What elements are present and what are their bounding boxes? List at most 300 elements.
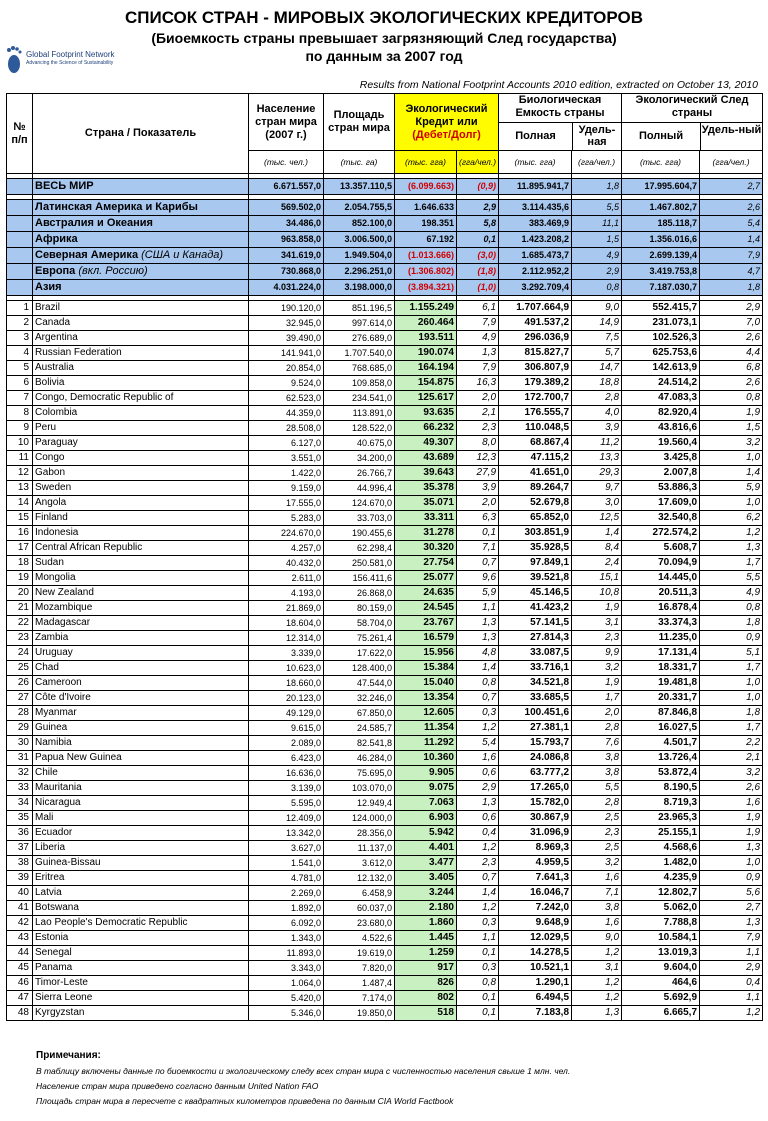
- country-biocapacity: 89.264,7: [499, 481, 572, 496]
- region-foot-per-capita: 4,7: [700, 264, 763, 280]
- country-credit: 4.401: [395, 841, 457, 856]
- region-foot-per-capita: 5,4: [700, 216, 763, 232]
- country-foot-per-capita: 6,2: [700, 511, 763, 526]
- country-credit-per-capita: 0,7: [457, 556, 499, 571]
- country-biocapacity: 24.086,8: [499, 751, 572, 766]
- footprint-icon: [4, 44, 24, 76]
- region-footprint: 7.187.030,7: [622, 280, 700, 296]
- country-row: [7, 721, 763, 736]
- country-row: [7, 466, 763, 481]
- country-name: New Zealand: [33, 586, 249, 601]
- country-credit: 33.311: [395, 511, 457, 526]
- country-row: [7, 886, 763, 901]
- country-bio-per-capita: 1,9: [572, 676, 622, 691]
- region-credit: (6.099.663): [395, 179, 457, 195]
- country-foot-per-capita: 0,8: [700, 391, 763, 406]
- country-footprint: 20.331,7: [622, 691, 700, 706]
- country-bio-per-capita: 9,0: [572, 301, 622, 316]
- country-credit-per-capita: 0,3: [457, 916, 499, 931]
- country-credit: 35.071: [395, 496, 457, 511]
- header-footprint: [622, 94, 763, 151]
- country-name: Lao People's Democratic Republic: [33, 916, 249, 931]
- header-bio-full: Полная: [499, 123, 573, 150]
- country-row: [7, 496, 763, 511]
- country-credit: 11.354: [395, 721, 457, 736]
- country-index: 22: [7, 616, 33, 631]
- region-index: [7, 200, 33, 216]
- header-debit-label: (Дебет/Долг): [412, 128, 481, 141]
- country-index: 17: [7, 541, 33, 556]
- country-footprint: 6.665,7: [622, 1006, 700, 1021]
- country-name: Sierra Leone: [33, 991, 249, 1006]
- country-bio-per-capita: 3,1: [572, 616, 622, 631]
- country-foot-per-capita: 1,3: [700, 541, 763, 556]
- country-credit-per-capita: 27,9: [457, 466, 499, 481]
- country-credit: 66.232: [395, 421, 457, 436]
- country-index: 34: [7, 796, 33, 811]
- country-bio-per-capita: 2,5: [572, 841, 622, 856]
- country-biocapacity: 45.146,5: [499, 586, 572, 601]
- country-credit-per-capita: 0,3: [457, 961, 499, 976]
- country-credit: 30.320: [395, 541, 457, 556]
- country-area: 47.544,0: [324, 676, 395, 691]
- country-credit: 1.860: [395, 916, 457, 931]
- country-biocapacity: 47.115,2: [499, 451, 572, 466]
- country-foot-per-capita: 2,1: [700, 751, 763, 766]
- region-name-text: Австралия и Океания: [35, 217, 153, 229]
- note-line: В таблицу включены данные по биоемкости и экологическому следу всех стран мира с численностью населения свыше 1 млн. чел.: [36, 1066, 571, 1076]
- country-credit: 16.579: [395, 631, 457, 646]
- country-biocapacity: 52.679,8: [499, 496, 572, 511]
- country-credit: 3.244: [395, 886, 457, 901]
- country-footprint: 12.802,7: [622, 886, 700, 901]
- country-credit-per-capita: 2,3: [457, 856, 499, 871]
- country-index: 5: [7, 361, 33, 376]
- region-bio-per-capita: 11,1: [572, 216, 622, 232]
- header-foot-per-capita: Удель-ный: [701, 124, 762, 136]
- country-index: 41: [7, 901, 33, 916]
- region-name: [33, 200, 249, 216]
- country-credit-per-capita: 1,3: [457, 616, 499, 631]
- country-row: [7, 436, 763, 451]
- country-footprint: 272.574,2: [622, 526, 700, 541]
- country-population: 5.595,0: [249, 796, 324, 811]
- country-index: 13: [7, 481, 33, 496]
- region-area: 3.006.500,0: [324, 232, 395, 248]
- country-footprint: 7.788,8: [622, 916, 700, 931]
- country-index: 11: [7, 451, 33, 466]
- region-name: [33, 216, 249, 232]
- country-row: [7, 346, 763, 361]
- country-row: [7, 946, 763, 961]
- country-population: 4.781,0: [249, 871, 324, 886]
- country-population: 18.660,0: [249, 676, 324, 691]
- country-index: 37: [7, 841, 33, 856]
- country-foot-per-capita: 4,9: [700, 586, 763, 601]
- region-population: 4.031.224,0: [249, 280, 324, 296]
- country-biocapacity: 41.423,2: [499, 601, 572, 616]
- country-credit: 31.278: [395, 526, 457, 541]
- country-foot-per-capita: 1,9: [700, 406, 763, 421]
- country-index: 25: [7, 661, 33, 676]
- country-population: 13.342,0: [249, 826, 324, 841]
- country-index: 35: [7, 811, 33, 826]
- country-footprint: 4.568,6: [622, 841, 700, 856]
- region-row: [7, 216, 763, 232]
- country-bio-per-capita: 5,5: [572, 781, 622, 796]
- country-population: 9.524,0: [249, 376, 324, 391]
- country-foot-per-capita: 1,7: [700, 661, 763, 676]
- country-biocapacity: 7.242,0: [499, 901, 572, 916]
- region-population: 34.486,0: [249, 216, 324, 232]
- country-row: [7, 1006, 763, 1021]
- country-credit: 3.477: [395, 856, 457, 871]
- country-credit-per-capita: 1,3: [457, 631, 499, 646]
- country-row: [7, 841, 763, 856]
- country-biocapacity: 1.707.664,9: [499, 301, 572, 316]
- country-credit-per-capita: 2,0: [457, 496, 499, 511]
- country-bio-per-capita: 1,2: [572, 976, 622, 991]
- country-foot-per-capita: 7,0: [700, 316, 763, 331]
- country-population: 4.193,0: [249, 586, 324, 601]
- country-area: 128.522,0: [324, 421, 395, 436]
- country-credit: 125.617: [395, 391, 457, 406]
- country-name: Uruguay: [33, 646, 249, 661]
- country-index: 15: [7, 511, 33, 526]
- region-credit-per-capita: (3,0): [457, 248, 499, 264]
- country-foot-per-capita: 1,1: [700, 946, 763, 961]
- region-index: [7, 179, 33, 195]
- country-credit-per-capita: 2,3: [457, 421, 499, 436]
- country-name: Senegal: [33, 946, 249, 961]
- country-bio-per-capita: 9,9: [572, 646, 622, 661]
- country-area: 7.820,0: [324, 961, 395, 976]
- country-foot-per-capita: 2,2: [700, 736, 763, 751]
- country-biocapacity: 10.521,1: [499, 961, 572, 976]
- country-row: [7, 646, 763, 661]
- country-name: Congo, Democratic Republic of: [33, 391, 249, 406]
- country-footprint: 142.613,9: [622, 361, 700, 376]
- logo-name: Global Footprint Network: [26, 50, 115, 59]
- country-footprint: 464,6: [622, 976, 700, 991]
- country-name: Cameroon: [33, 676, 249, 691]
- country-index: 12: [7, 466, 33, 481]
- region-population: 569.502,0: [249, 200, 324, 216]
- country-biocapacity: 815.827,7: [499, 346, 572, 361]
- country-foot-per-capita: 1,0: [700, 856, 763, 871]
- region-biocapacity: 3.114.435,6: [499, 200, 572, 216]
- country-population: 2.611,0: [249, 571, 324, 586]
- region-index: [7, 232, 33, 248]
- country-biocapacity: 63.777,2: [499, 766, 572, 781]
- country-footprint: 53.872,4: [622, 766, 700, 781]
- country-name: Estonia: [33, 931, 249, 946]
- country-area: 19.850,0: [324, 1006, 395, 1021]
- region-area: 3.198.000,0: [324, 280, 395, 296]
- country-row: [7, 856, 763, 871]
- country-index: 4: [7, 346, 33, 361]
- country-area: 62.298,4: [324, 541, 395, 556]
- country-index: 43: [7, 931, 33, 946]
- country-area: 12.949,4: [324, 796, 395, 811]
- country-credit: 24.545: [395, 601, 457, 616]
- country-footprint: 9.604,0: [622, 961, 700, 976]
- country-credit-per-capita: 5,9: [457, 586, 499, 601]
- country-bio-per-capita: 3,8: [572, 766, 622, 781]
- region-row: [7, 264, 763, 280]
- country-credit-per-capita: 6,3: [457, 511, 499, 526]
- country-biocapacity: 110.048,5: [499, 421, 572, 436]
- country-biocapacity: 33.685,5: [499, 691, 572, 706]
- country-population: 3.339,0: [249, 646, 324, 661]
- country-population: 6.127,0: [249, 436, 324, 451]
- country-population: 2.269,0: [249, 886, 324, 901]
- country-area: 32.246,0: [324, 691, 395, 706]
- unit-bio-per-capita: (гга/чел.): [572, 151, 622, 174]
- country-bio-per-capita: 15,1: [572, 571, 622, 586]
- country-row: [7, 811, 763, 826]
- region-foot-per-capita: 1,8: [700, 280, 763, 296]
- country-population: 3.627,0: [249, 841, 324, 856]
- country-index: 8: [7, 406, 33, 421]
- country-foot-per-capita: 1,9: [700, 811, 763, 826]
- country-population: 12.314,0: [249, 631, 324, 646]
- country-biocapacity: 9.648,9: [499, 916, 572, 931]
- country-credit: 6.903: [395, 811, 457, 826]
- country-footprint: 16.027,5: [622, 721, 700, 736]
- country-footprint: 8.719,3: [622, 796, 700, 811]
- country-row: [7, 571, 763, 586]
- country-foot-per-capita: 1,7: [700, 556, 763, 571]
- country-population: 1.064,0: [249, 976, 324, 991]
- country-population: 1.343,0: [249, 931, 324, 946]
- country-credit: 10.360: [395, 751, 457, 766]
- country-area: 33.703,0: [324, 511, 395, 526]
- country-footprint: 17.131,4: [622, 646, 700, 661]
- country-foot-per-capita: 2,9: [700, 961, 763, 976]
- country-name: Botswana: [33, 901, 249, 916]
- country-credit: 3.405: [395, 871, 457, 886]
- country-bio-per-capita: 3,8: [572, 901, 622, 916]
- country-name: Paraguay: [33, 436, 249, 451]
- country-name: Peru: [33, 421, 249, 436]
- header-foot-full: Полный: [622, 123, 701, 150]
- country-name: Bolivia: [33, 376, 249, 391]
- country-area: 60.037,0: [324, 901, 395, 916]
- country-credit-per-capita: 1,3: [457, 796, 499, 811]
- country-credit: 39.643: [395, 466, 457, 481]
- region-name: [33, 264, 249, 280]
- country-index: 14: [7, 496, 33, 511]
- country-credit: 15.956: [395, 646, 457, 661]
- country-bio-per-capita: 14,9: [572, 316, 622, 331]
- country-index: 30: [7, 736, 33, 751]
- region-area: 13.357.110,5: [324, 179, 395, 195]
- country-area: 34.200,0: [324, 451, 395, 466]
- country-credit: 11.292: [395, 736, 457, 751]
- country-credit-per-capita: 0,8: [457, 976, 499, 991]
- country-population: 17.555,0: [249, 496, 324, 511]
- country-area: 58.704,0: [324, 616, 395, 631]
- region-credit-per-capita: (0,9): [457, 179, 499, 195]
- country-credit: 1.259: [395, 946, 457, 961]
- country-name: Nicaragua: [33, 796, 249, 811]
- region-index: [7, 280, 33, 296]
- region-foot-per-capita: 2,6: [700, 200, 763, 216]
- country-credit-per-capita: 3,9: [457, 481, 499, 496]
- country-credit: 9.905: [395, 766, 457, 781]
- country-bio-per-capita: 7,5: [572, 331, 622, 346]
- country-area: 17.622,0: [324, 646, 395, 661]
- country-index: 9: [7, 421, 33, 436]
- country-foot-per-capita: 2,6: [700, 331, 763, 346]
- country-index: 27: [7, 691, 33, 706]
- region-row: [7, 248, 763, 264]
- country-credit: 7.063: [395, 796, 457, 811]
- country-biocapacity: 17.265,0: [499, 781, 572, 796]
- country-credit-per-capita: 0,6: [457, 766, 499, 781]
- country-row: [7, 526, 763, 541]
- country-index: 3: [7, 331, 33, 346]
- country-area: 124.000,0: [324, 811, 395, 826]
- country-footprint: 10.584,1: [622, 931, 700, 946]
- country-credit: 518: [395, 1006, 457, 1021]
- country-footprint: 5.692,9: [622, 991, 700, 1006]
- country-name: Guinea-Bissau: [33, 856, 249, 871]
- country-biocapacity: 306.807,9: [499, 361, 572, 376]
- country-index: 33: [7, 781, 33, 796]
- country-bio-per-capita: 10,8: [572, 586, 622, 601]
- unit-foot-per-capita: (гга/чел.): [700, 151, 763, 174]
- header-population: Население стран мира (2007 г.): [249, 94, 324, 151]
- region-index: [7, 248, 33, 264]
- country-foot-per-capita: 1,7: [700, 721, 763, 736]
- country-bio-per-capita: 1,4: [572, 526, 622, 541]
- country-credit: 154.875: [395, 376, 457, 391]
- country-footprint: 625.753,6: [622, 346, 700, 361]
- country-row: [7, 991, 763, 1006]
- country-foot-per-capita: 1,8: [700, 706, 763, 721]
- country-index: 2: [7, 316, 33, 331]
- country-name: Mauritania: [33, 781, 249, 796]
- country-foot-per-capita: 2,7: [700, 901, 763, 916]
- region-foot-per-capita: 1,4: [700, 232, 763, 248]
- country-area: 26.868,0: [324, 586, 395, 601]
- country-area: 67.850,0: [324, 706, 395, 721]
- country-foot-per-capita: 2,6: [700, 781, 763, 796]
- country-bio-per-capita: 3,2: [572, 661, 622, 676]
- country-name: Argentina: [33, 331, 249, 346]
- country-name: Panama: [33, 961, 249, 976]
- country-foot-per-capita: 1,8: [700, 616, 763, 631]
- country-biocapacity: 491.537,2: [499, 316, 572, 331]
- country-foot-per-capita: 0,9: [700, 871, 763, 886]
- country-credit: 15.040: [395, 676, 457, 691]
- country-index: 48: [7, 1006, 33, 1021]
- region-note: (США и Канада): [138, 249, 224, 261]
- country-row: [7, 796, 763, 811]
- country-foot-per-capita: 1,9: [700, 826, 763, 841]
- country-bio-per-capita: 2,8: [572, 721, 622, 736]
- country-population: 141.941,0: [249, 346, 324, 361]
- region-bio-per-capita: 5,5: [572, 200, 622, 216]
- country-area: 26.766,7: [324, 466, 395, 481]
- country-area: 768.685,0: [324, 361, 395, 376]
- region-row: [7, 232, 763, 248]
- country-name: Finland: [33, 511, 249, 526]
- country-credit-per-capita: 12,3: [457, 451, 499, 466]
- country-index: 46: [7, 976, 33, 991]
- country-footprint: 1.482,0: [622, 856, 700, 871]
- unit-foot: (тыс. гга): [622, 151, 700, 174]
- country-credit-per-capita: 1,2: [457, 721, 499, 736]
- country-name: Ecuador: [33, 826, 249, 841]
- country-biocapacity: 296.036,9: [499, 331, 572, 346]
- country-area: 113.891,0: [324, 406, 395, 421]
- global-footprint-network-logo: [4, 44, 124, 84]
- country-bio-per-capita: 14,7: [572, 361, 622, 376]
- country-index: 32: [7, 766, 33, 781]
- page-title: СПИСОК СТРАН - МИРОВЫХ ЭКОЛОГИЧЕСКИХ КРЕДИТОРОВ: [124, 8, 643, 27]
- header-biocapacity: [499, 94, 622, 151]
- country-bio-per-capita: 3,2: [572, 856, 622, 871]
- country-biocapacity: 12.029,5: [499, 931, 572, 946]
- country-credit-per-capita: 2,9: [457, 781, 499, 796]
- country-credit: 43.689: [395, 451, 457, 466]
- country-credit-per-capita: 0,1: [457, 526, 499, 541]
- country-row: [7, 301, 763, 316]
- country-index: 21: [7, 601, 33, 616]
- creditors-table: [6, 93, 763, 1021]
- country-credit-per-capita: 0,1: [457, 1006, 499, 1021]
- country-credit-per-capita: 1,6: [457, 751, 499, 766]
- note-line: Население стран мира приведено согласно данным United Nation FAO: [36, 1081, 319, 1091]
- header-credit-label: Экологический Кредит или: [405, 102, 488, 128]
- country-bio-per-capita: 13,3: [572, 451, 622, 466]
- country-foot-per-capita: 5,1: [700, 646, 763, 661]
- country-population: 49.129,0: [249, 706, 324, 721]
- region-biocapacity: 2.112.952,2: [499, 264, 572, 280]
- country-credit: 27.754: [395, 556, 457, 571]
- country-population: 44.359,0: [249, 406, 324, 421]
- country-credit-per-capita: 0,3: [457, 706, 499, 721]
- country-credit-per-capita: 1,4: [457, 886, 499, 901]
- country-area: 82.541,8: [324, 736, 395, 751]
- country-foot-per-capita: 1,2: [700, 526, 763, 541]
- country-foot-per-capita: 1,3: [700, 841, 763, 856]
- country-footprint: 231.073,1: [622, 316, 700, 331]
- country-biocapacity: 4.959,5: [499, 856, 572, 871]
- country-bio-per-capita: 29,3: [572, 466, 622, 481]
- header-credit: [395, 94, 499, 151]
- country-credit-per-capita: 1,1: [457, 931, 499, 946]
- country-area: 190.455,6: [324, 526, 395, 541]
- country-biocapacity: 31.096,9: [499, 826, 572, 841]
- country-credit: 193.511: [395, 331, 457, 346]
- country-footprint: 11.235,0: [622, 631, 700, 646]
- country-biocapacity: 27.381,1: [499, 721, 572, 736]
- country-credit-per-capita: 0,1: [457, 946, 499, 961]
- region-credit: (3.894.321): [395, 280, 457, 296]
- country-area: 12.132,0: [324, 871, 395, 886]
- header-row: [7, 94, 763, 151]
- country-row: [7, 751, 763, 766]
- country-area: 75.695,0: [324, 766, 395, 781]
- country-name: Brazil: [33, 301, 249, 316]
- country-credit: 260.464: [395, 316, 457, 331]
- country-biocapacity: 30.867,9: [499, 811, 572, 826]
- country-credit: 49.307: [395, 436, 457, 451]
